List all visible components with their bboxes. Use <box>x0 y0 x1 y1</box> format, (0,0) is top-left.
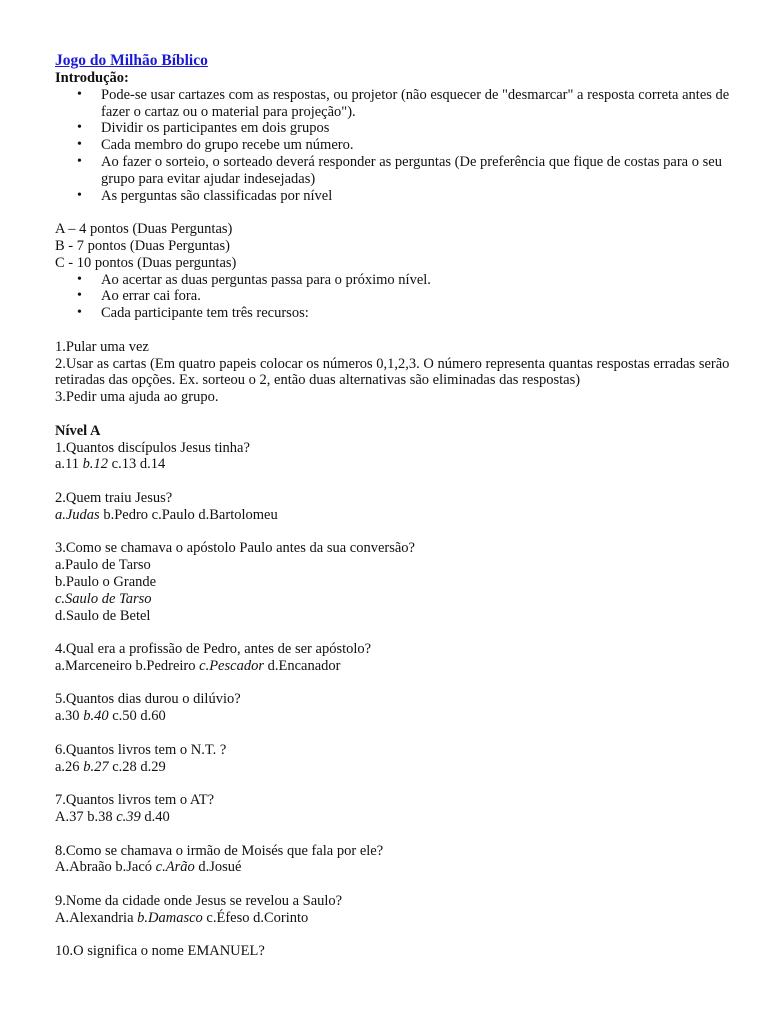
correct-answer: b.40 <box>83 708 109 725</box>
list-item: • Ao fazer o sorteio, o sorteado deverá responder as perguntas (De preferência que fique de costas para o seu grupo para evitar ajudar indesejadas) <box>55 154 755 188</box>
question-text: 1.Quantos discípulos Jesus tinha? <box>55 439 250 456</box>
list-item: • Ao errar cai fora. <box>55 288 755 305</box>
list-item: • Dividir os participantes em dois grupos <box>55 120 755 137</box>
answer-option: a.Paulo de Tarso <box>55 557 151 574</box>
resource-3: 3.Pedir uma ajuda ao grupo. <box>55 389 219 406</box>
answer-options: a.26 b.27 c.28 d.29 <box>55 758 166 775</box>
question-text: 8.Como se chamava o irmão de Moisés que fala por ele? <box>55 842 384 859</box>
correct-answer: c.Pescador <box>199 657 264 674</box>
correct-answer: c.Arão <box>155 859 195 876</box>
question-text: 10.O significa o nome EMANUEL? <box>55 943 265 960</box>
document-page <box>55 52 755 960</box>
resource-1: 1.Pular uma vez <box>55 338 149 355</box>
question-text: 9.Nome da cidade onde Jesus se revelou a Saulo? <box>55 893 343 910</box>
intro-heading: Introdução: <box>55 70 129 86</box>
intro-list <box>55 87 755 205</box>
question-text: 6.Quantos livros tem o N.T. ? <box>55 741 227 758</box>
question-text: 2.Quem traiu Jesus? <box>55 489 173 506</box>
correct-answer: c.39 <box>116 809 141 826</box>
level-b-points: B - 7 pontos (Duas Perguntas) <box>55 237 230 254</box>
answer-options: a.Judas b.Pedro c.Paulo d.Bartolomeu <box>55 506 278 523</box>
list-item: • Cada participante tem três recursos: <box>55 305 755 322</box>
list-item: • Ao acertar as duas perguntas passa para o próximo nível. <box>55 272 755 289</box>
question-text: 5.Quantos dias durou o dilúvio? <box>55 691 241 708</box>
answer-option: d.Saulo de Betel <box>55 607 151 624</box>
answer-option: b.Paulo o Grande <box>55 573 157 590</box>
correct-answer: b.27 <box>83 758 109 775</box>
list-item: • Pode-se usar cartazes com as respostas, ou projetor (não esquecer de "desmarcar" a resposta correta antes de fazer o cartaz ou o material para projeção"). <box>55 87 755 121</box>
level-a-heading: Nível A <box>55 422 101 439</box>
correct-answer: a.Judas <box>55 506 100 523</box>
list-item: • As perguntas são classificadas por nível <box>55 188 755 205</box>
answer-options: A.Alexandria b.Damasco c.Éfeso d.Corinto <box>55 909 309 926</box>
correct-answer: b.12 <box>82 456 109 473</box>
document-title-link[interactable]: Jogo do Milhão Bíblico <box>55 52 208 69</box>
answer-options: A.Abraão b.Jacó c.Arão d.Josué <box>55 859 242 876</box>
answer-options: a.30 b.40 c.50 d.60 <box>55 708 166 725</box>
list-item: • Cada membro do grupo recebe um número. <box>55 137 755 154</box>
rules-list <box>55 272 755 322</box>
question-text: 7.Quantos livros tem o AT? <box>55 792 215 809</box>
answer-options: a.Marceneiro b.Pedreiro c.Pescador d.Encanador <box>55 657 341 674</box>
question-text: 3.Como se chamava o apóstolo Paulo antes da sua conversão? <box>55 540 415 557</box>
level-c-points: C - 10 pontos (Duas perguntas) <box>55 254 237 271</box>
level-a-points: A – 4 pontos (Duas Perguntas) <box>55 221 233 238</box>
answer-options: A.37 b.38 c.39 d.40 <box>55 809 170 826</box>
question-text: 4.Qual era a profissão de Pedro, antes de ser apóstolo? <box>55 641 372 658</box>
correct-answer: b.Damasco <box>137 909 203 926</box>
answer-options: a.11 b.12 c.13 d.14 <box>55 456 166 473</box>
resource-2: 2.Usar as cartas (Em quatro papeis colocar os números 0,1,2,3. O número representa quantas respostas erradas serão retiradas das opções. Ex. sorteou o 2, então duas alternativas são eliminadas das respostas) <box>55 355 730 389</box>
correct-answer: c.Saulo de Tarso <box>55 590 152 607</box>
